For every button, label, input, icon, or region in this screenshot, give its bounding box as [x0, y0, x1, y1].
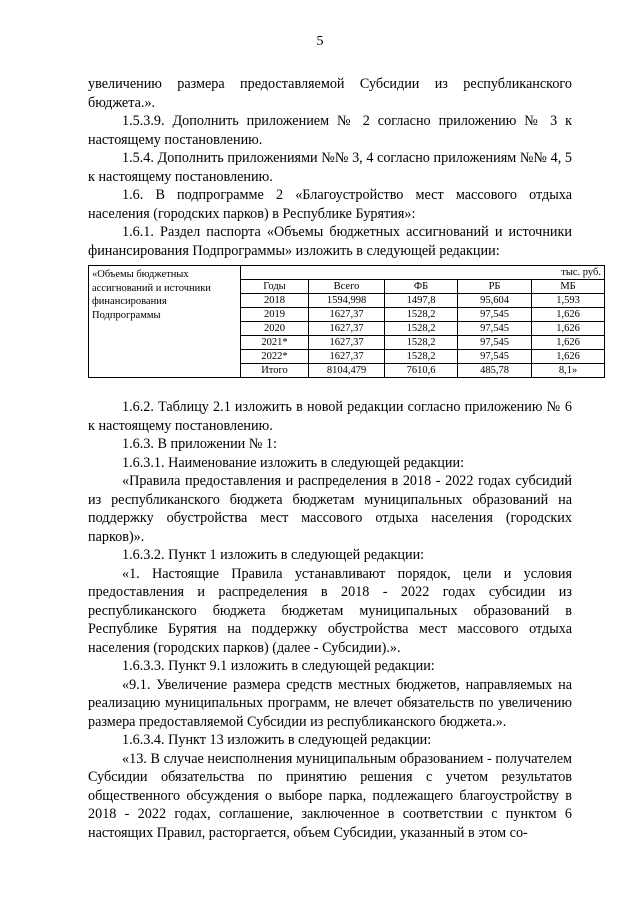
table-unit: тыс. руб. [241, 266, 605, 280]
table-cell: 1627,37 [309, 350, 385, 364]
table-header: Всего [309, 280, 385, 294]
table-cell: 2021* [241, 336, 309, 350]
paragraph: «13. В случае неисполнения муниципальным образованием - получателем Субсидии обязательства по принятию решения с учетом результатов общественного обсуждения о выборе парка, подлежащего благоустройству в 2018 - 2022 годах, соглашение, заключенное в соответствии с пунктом 6 настоящих Правил, расторгается, объем Субсидии, указанный в этом со- [88, 750, 572, 841]
paragraph: 1.6.3.1. Наименование изложить в следующей редакции: [122, 454, 465, 471]
paragraph: 1.6.1. Раздел паспорта «Объемы бюджетных ассигнований и источники финансирования Подпрограммы» изложить в следующей редакции: [88, 224, 572, 259]
table-cell: 95,604 [458, 294, 532, 308]
text-block-top [88, 75, 572, 260]
table-cell: 1,626 [532, 308, 605, 322]
table-cell: 2022* [241, 350, 309, 364]
table-header: Годы [241, 280, 309, 294]
paragraph: 1.6.2. Таблицу 2.1 изложить в новой редакции согласно приложению № 6 к настоящему постановлению. [88, 399, 572, 434]
table-header: РБ [458, 280, 532, 294]
table-cell: 1627,37 [309, 322, 385, 336]
table-unit-row [89, 266, 605, 280]
table-cell: 1,593 [532, 294, 605, 308]
table-cell: 1,626 [532, 336, 605, 350]
paragraph: 1.6. В подпрограмме 2 «Благоустройство мест массового отдыха населения (городских парков) в Республике Бурятия»: [88, 187, 572, 222]
paragraph: 1.6.3.2. Пункт 1 изложить в следующей редакции: [122, 547, 425, 563]
table-cell: 2020 [241, 322, 309, 336]
table-cell: 1627,37 [309, 308, 385, 322]
page-number: 5 [316, 34, 324, 49]
table-cell: 7610,6 [385, 364, 458, 378]
paragraph: 1.6.3. В приложении № 1: [122, 436, 277, 452]
table-cell: 1497,8 [385, 294, 458, 308]
table-cell: 97,545 [458, 308, 532, 322]
paragraph: увеличению размера предоставляемой Субсидии из республиканского бюджета.». [88, 76, 572, 111]
table-cell: 1528,2 [385, 336, 458, 350]
table-cell: 8104,479 [309, 364, 385, 378]
paragraph: «1. Настоящие Правила устанавливают порядок, цели и условия предоставления и распределения в 2018 - 2022 годах субсидии из республиканского бюджета бюджетам муниципальных образований в Республике Бурятия на поддержку обустройства мест массового отдыха населения (городских парков) (далее - Субсидии).». [88, 565, 572, 656]
table-header: ФБ [385, 280, 458, 294]
table-cell: 97,545 [458, 336, 532, 350]
paragraph: 1.5.3.9. Дополнить приложением № 2 согласно приложению № 3 к настоящему постановлению. [88, 113, 572, 148]
table-cell: 1528,2 [385, 350, 458, 364]
table-cell: 1528,2 [385, 308, 458, 322]
table-cell: 485,78 [458, 364, 532, 378]
table-cell: 97,545 [458, 322, 532, 336]
table-cell: 8,1» [532, 364, 605, 378]
table-cell: 1594,998 [309, 294, 385, 308]
paragraph: «Правила предоставления и распределения в 2018 - 2022 годах субсидий из республиканского бюджета бюджетам муниципальных образований на поддержку обустройства мест массового отдыха населения (городских парков)». [88, 473, 572, 545]
table-cell: 97,545 [458, 350, 532, 364]
table-cell: 1,626 [532, 322, 605, 336]
table-cell: 2019 [241, 308, 309, 322]
table-cell: 1,626 [532, 350, 605, 364]
paragraph: 1.6.3.4. Пункт 13 изложить в следующей редакции: [122, 732, 432, 748]
table-cell: 1627,37 [309, 336, 385, 350]
table-cell: 2018 [241, 294, 309, 308]
table-header: МБ [532, 280, 605, 294]
paragraph: «9.1. Увеличение размера средств местных бюджетов, направляемых на реализацию муниципальных программ, не влечет обязательств по увеличению размера предоставляемой Субсидии из республиканского бюджета.». [88, 676, 572, 730]
paragraph: 1.5.4. Дополнить приложениями №№ 3, 4 согласно приложениям №№ 4, 5 к настоящему постановлению. [88, 150, 572, 185]
budget-table [88, 265, 605, 378]
paragraph: 1.6.3.3. Пункт 9.1 изложить в следующей редакции: [122, 658, 435, 674]
text-block-bottom [88, 398, 572, 842]
table-cell: 1528,2 [385, 322, 458, 336]
table-cell: Итого [241, 364, 309, 378]
table-label-cell: «Объемы бюджетных ассигнований и источники финансирования Подпрограммы [89, 266, 241, 378]
